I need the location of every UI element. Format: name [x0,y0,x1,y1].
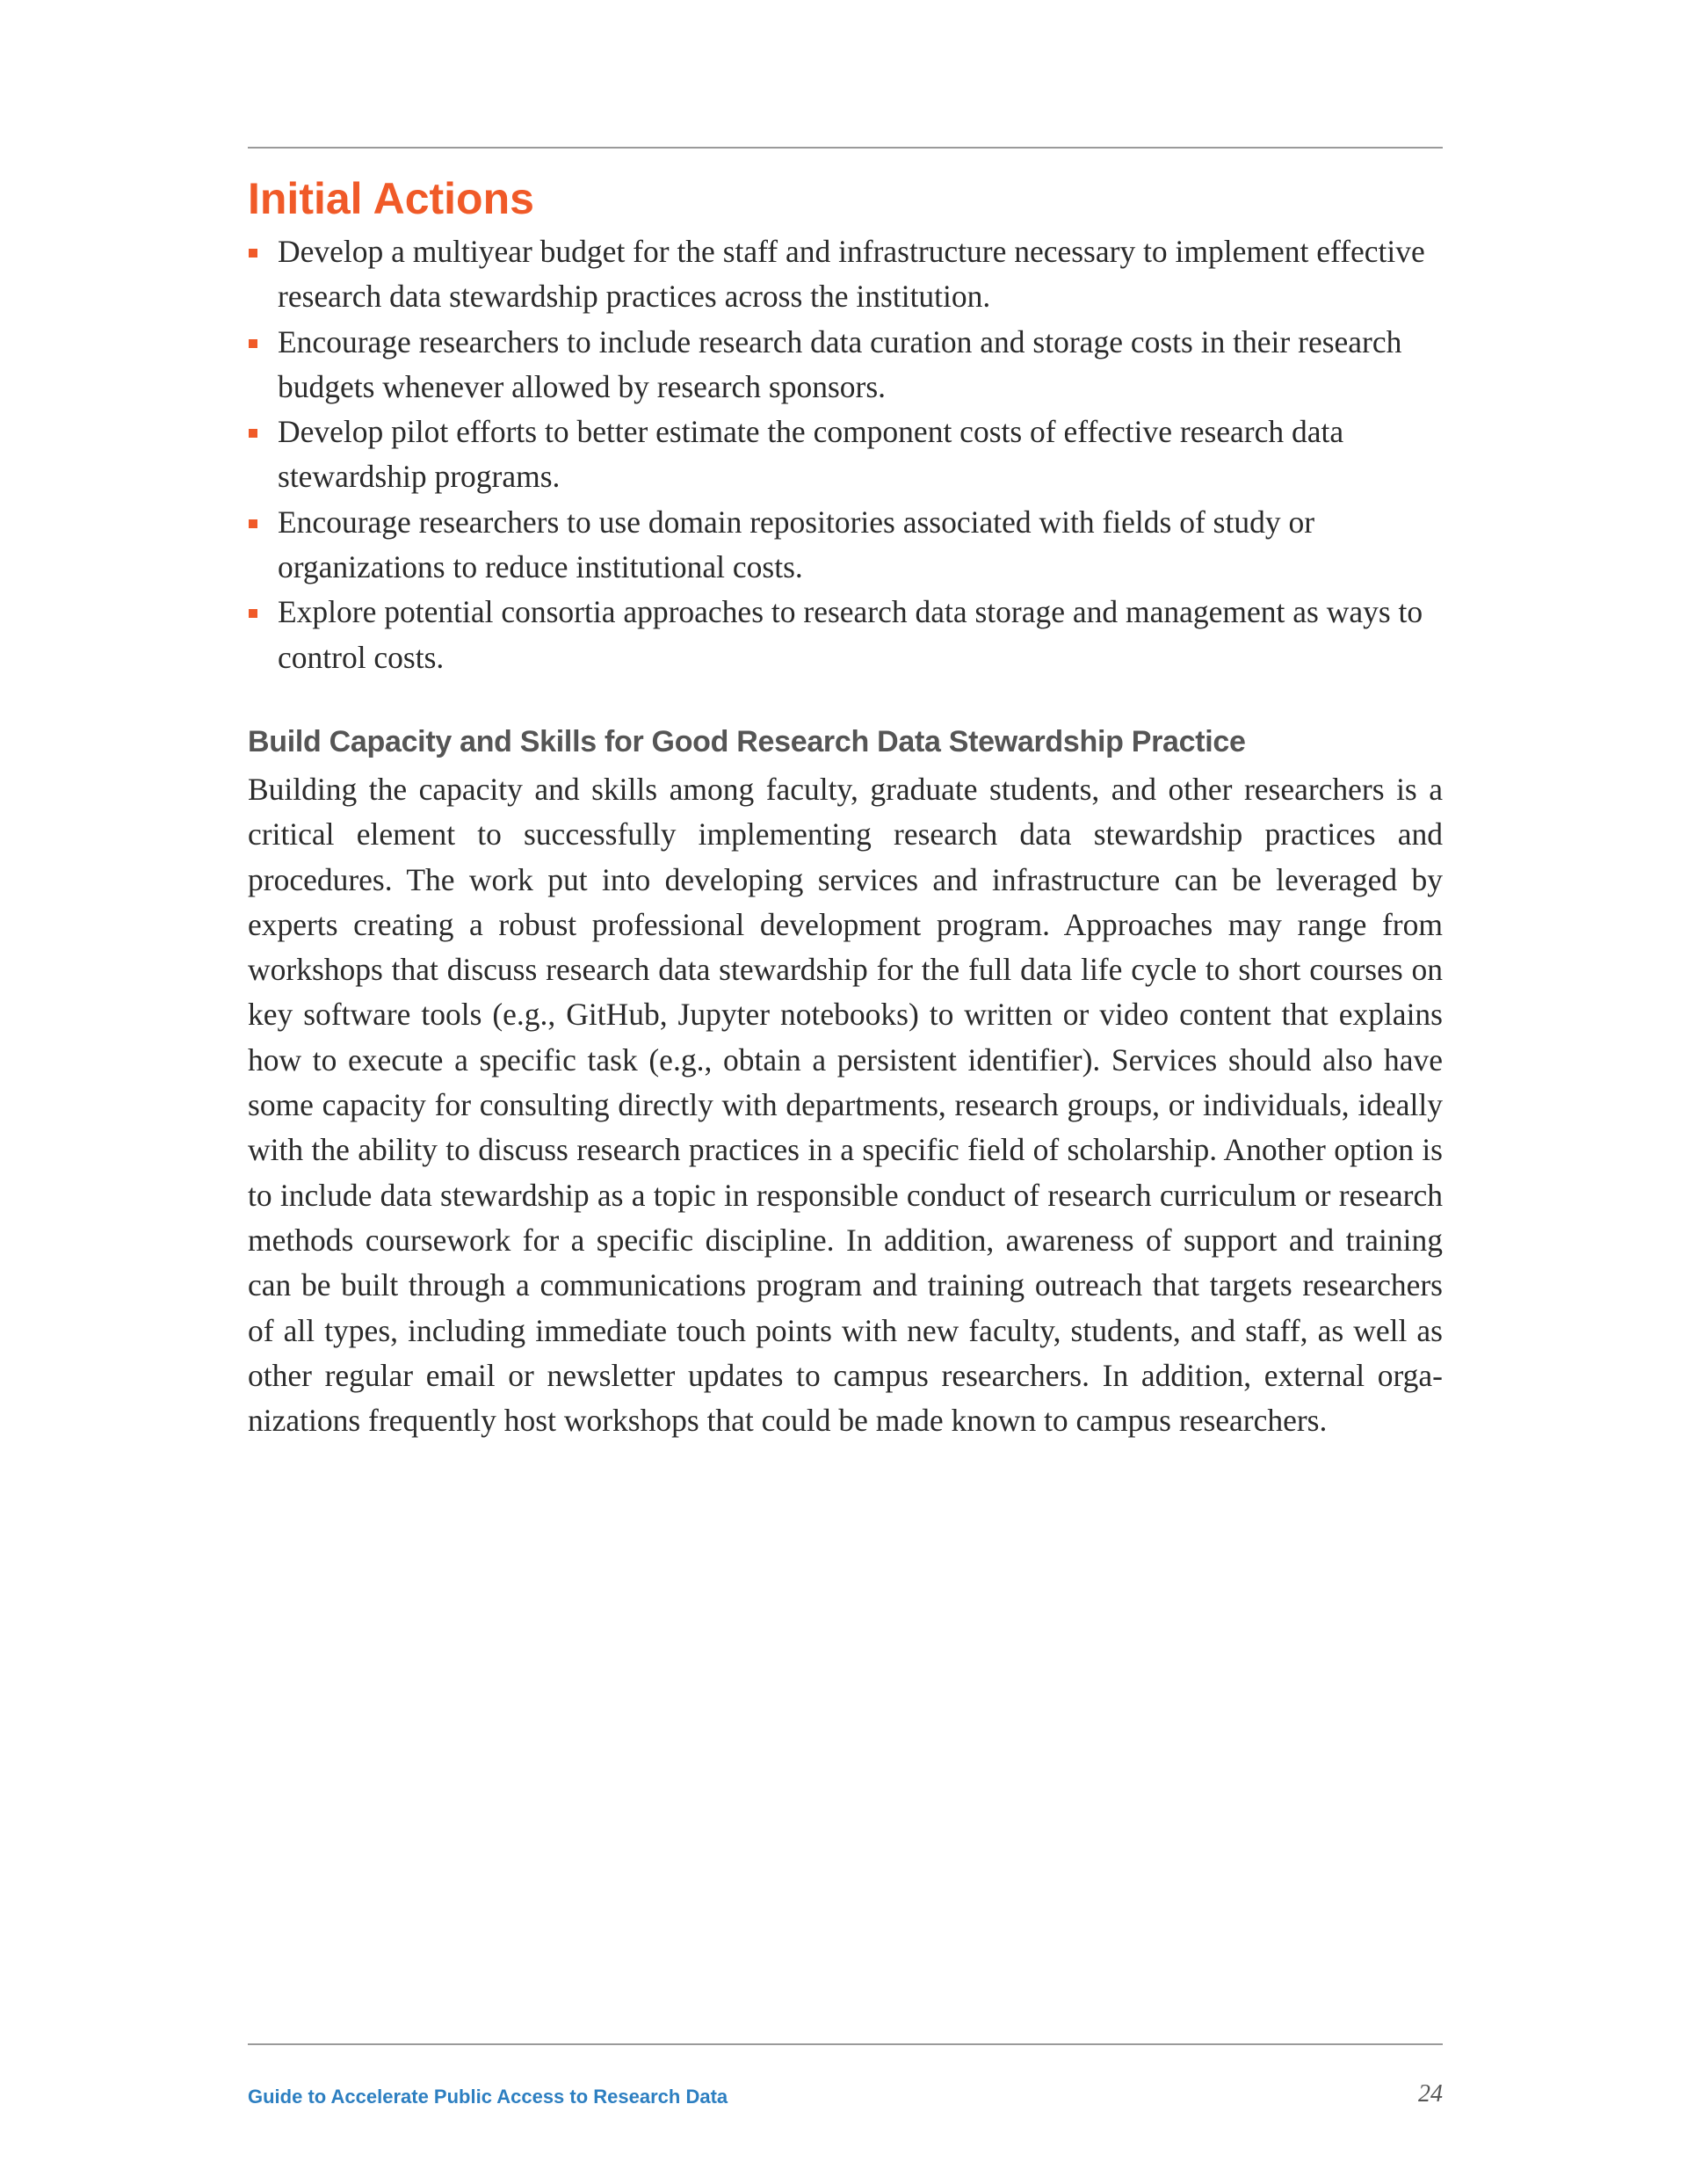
list-item-text: Develop pilot efforts to better estimate the component costs of effective research data stewardship programs. [278,414,1344,495]
list-item [248,590,1443,680]
subsection-heading: Build Capacity and Skills for Good Research Data Stewardship Practice [248,725,1246,758]
top-divider [248,147,1443,149]
square-bullet-icon [249,249,257,258]
list-item [248,500,1443,591]
square-bullet-icon [249,429,257,438]
square-bullet-icon [249,519,257,528]
list-item [248,410,1443,500]
list-item-text: Encourage researchers to include research data curation and storage costs in their research budgets whenever allowed by research sponsors. [278,323,1402,404]
list-item-text: Develop a multiyear budget for the staff and infrastructure necessary to implement effective research data stewardship practices across the institution. [278,234,1425,315]
footer-document-title: Guide to Accelerate Public Access to Research Data [248,2086,728,2108]
list-item-text: Explore potential consortia approaches to research data storage and management as ways to control costs. [278,594,1423,675]
list-item [248,229,1443,320]
list-item [248,320,1443,410]
initial-actions-list [248,229,1443,680]
square-bullet-icon [249,339,257,348]
document-page [248,0,1443,2184]
square-bullet-icon [249,609,257,618]
section-heading: Initial Actions [248,174,534,223]
list-item-text: Encourage researchers to use domain repositories associated with fields of study or organizations to reduce institutional costs. [278,504,1315,585]
bottom-divider [248,2043,1443,2045]
page-number: 24 [1418,2080,1443,2108]
body-paragraph: Building the capacity and skills among faculty, graduate students, and other researchers is a critical element to successfully implementing research data stewardship practices and procedures. The work put into developing services and infrastructure can be leveraged by experts creating a robust professional development program. Approaches may range from workshops that discuss research data stewardship for the full data life cycle to short courses on key software tools (e.g., GitHub, Jupyter notebooks) to written or video content that explains how to execute a specific task (e.g., obtain a persistent identifier). Services should also have some capacity for consulting directly with departments, research groups, or individuals, ideally with the ability to discuss research practices in a specific field of scholarship. Another option is to include data stewardship as a topic in responsible conduct of research curriculum or research methods coursework for a specific discipline. In addition, awareness of support and training can be built through a communications program and training outreach that targets researchers of all types, including immediate touch points with new faculty, students, and staff, as well as other regular email or newsletter updates to campus researchers. In addition, external organizations frequently host workshops that could be made known to campus researchers. [248,772,1443,1439]
